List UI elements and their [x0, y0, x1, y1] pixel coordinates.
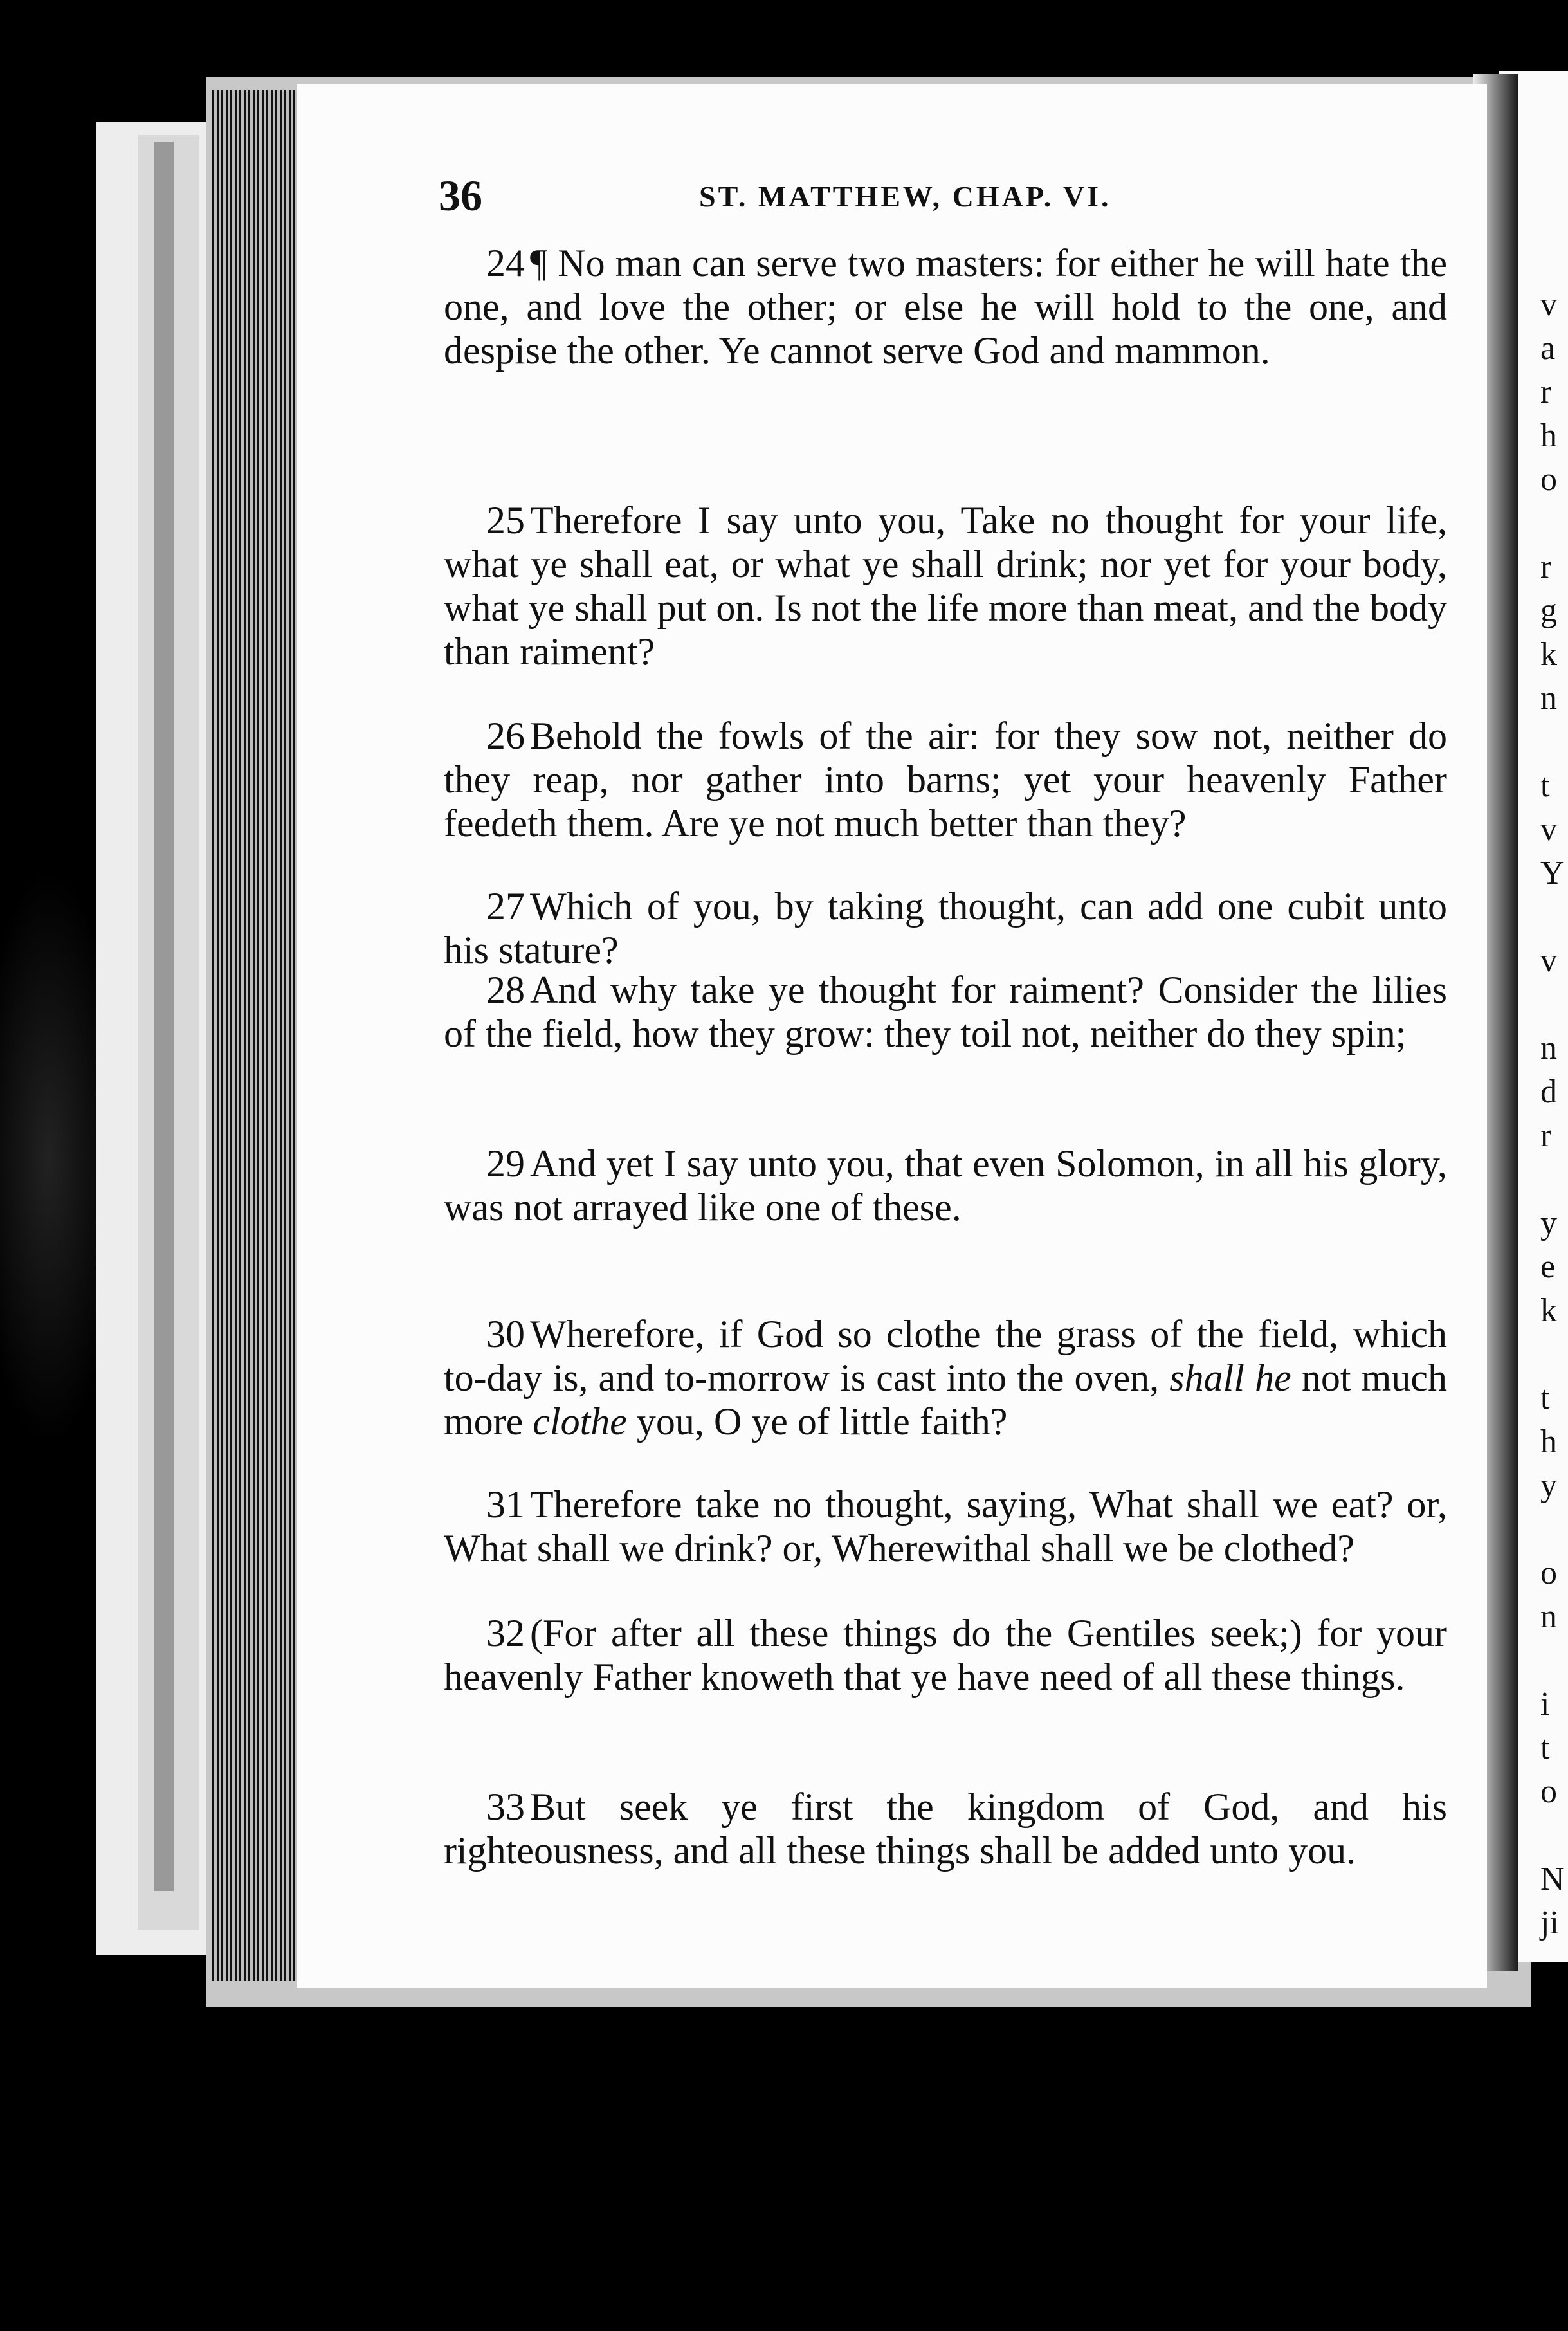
facing-page-letter: t	[1540, 1380, 1550, 1416]
verse-text: (For after all these things do the Gentiles seek;) for your heavenly Father knoweth that ye have need of all these things.	[444, 1612, 1447, 1698]
facing-page-letter: g	[1540, 592, 1557, 629]
facing-page-letter: y	[1540, 1467, 1557, 1504]
verse-italic-text: clothe	[533, 1400, 627, 1443]
facing-page-letter: y	[1540, 1205, 1557, 1241]
facing-page-letter: v	[1540, 286, 1557, 323]
facing-page-letter	[1540, 502, 1568, 545]
verse-28	[444, 968, 1447, 1056]
facing-page-letter: t	[1540, 1730, 1550, 1766]
facing-page-letter: v	[1540, 942, 1557, 979]
facing-page-letter: v	[1540, 811, 1557, 848]
verse-text: Wherefore, if God so clothe the grass of the field, which to-day is, and to-morrow is cast into the oven,	[444, 1313, 1447, 1399]
verse-text: ¶ No man can serve two masters: for either he will hate the one, and love the other; or else he will hold to the one, and despise the other. Ye cannot serve God and mammon.	[444, 242, 1447, 372]
verse-text: Therefore take no thought, saying, What shall we eat? or, What shall we drink? or, Wherewithal shall we be clothed?	[444, 1483, 1447, 1569]
page-fore-edges	[212, 90, 302, 1981]
verse-text: Therefore I say unto you, Take no thought for your life, what ye shall eat, or what ye shall drink; nor yet for your body, what ye shall put on. Is not the life more than meat, and the body than raiment?	[444, 499, 1447, 673]
facing-page-letter: r	[1540, 374, 1552, 410]
verse-25	[444, 498, 1447, 673]
facing-page-letter: k	[1540, 1292, 1557, 1329]
verse-27	[444, 884, 1447, 972]
facing-page-letter	[1540, 1508, 1568, 1551]
verse-number: 27	[486, 885, 525, 928]
running-head: ST. MATTHEW, CHAP. VI.	[699, 180, 1111, 213]
facing-page-letter: d	[1540, 1074, 1557, 1110]
verse-number: 31	[486, 1483, 525, 1526]
facing-page-letter	[1540, 1158, 1568, 1202]
facing-page-letter: k	[1540, 636, 1557, 673]
facing-page-letter: h	[1540, 417, 1557, 454]
verse-33	[444, 1785, 1447, 1872]
verse-text: And why take ye thought for raiment? Consider the lilies of the field, how they grow: they toil not, neither do they spin;	[444, 969, 1447, 1055]
facing-page-letter: n	[1540, 680, 1557, 717]
facing-page-letter	[1540, 1814, 1568, 1858]
facing-page-letter: o	[1540, 1773, 1557, 1810]
facing-page-letter	[1540, 983, 1568, 1027]
facing-page-letter	[1540, 1639, 1568, 1683]
verse-number: 30	[486, 1313, 525, 1355]
verse-italic-text: shall he	[1169, 1357, 1291, 1399]
facing-page-letter: h	[1540, 1423, 1557, 1460]
facing-page-letter: t	[1540, 767, 1550, 804]
facing-page-letter: i	[1540, 1686, 1550, 1723]
facing-page-letter: r	[1540, 1117, 1552, 1154]
verse-text: Which of you, by taking thought, can add one cubit unto his stature?	[444, 885, 1447, 971]
facing-page-letter	[1540, 720, 1568, 764]
facing-page-letter: r	[1540, 549, 1552, 585]
facing-page-letter: Y	[1540, 855, 1565, 891]
facing-page-letter: n	[1540, 1598, 1557, 1635]
page-number: 36	[439, 171, 482, 220]
verse-number: 33	[486, 1786, 525, 1828]
facing-page-letter: n	[1540, 1030, 1557, 1066]
facing-page-text	[1540, 283, 1568, 1945]
verse-number: 28	[486, 969, 525, 1011]
facing-page-letter: N	[1540, 1861, 1565, 1897]
verse-number: 24	[486, 242, 525, 284]
facing-page-letter: o	[1540, 1555, 1557, 1591]
facing-page-letter: ji	[1540, 1905, 1559, 1941]
verse-number: 29	[486, 1142, 525, 1185]
verse-number: 25	[486, 499, 525, 542]
verse-text: But seek ye first the kingdom of God, and his righteousness, and all these things shall be added unto you.	[444, 1786, 1447, 1872]
verse-24	[444, 241, 1447, 372]
verse-30	[444, 1312, 1447, 1443]
page-header	[439, 170, 1442, 222]
verse-text: Behold the fowls of the air: for they sow not, neither do they reap, nor gather into barns; yet your heavenly Father feedeth them. Are ye not much better than they?	[444, 715, 1447, 845]
verse-31	[444, 1483, 1447, 1570]
verse-text: And yet I say unto you, that even Solomon, in all his glory, was not arrayed like one of these.	[444, 1142, 1447, 1229]
facing-page-letter: e	[1540, 1248, 1556, 1285]
facing-page-letter	[1540, 1333, 1568, 1376]
verse-text: you, O ye of little faith?	[626, 1400, 1008, 1443]
verse-29	[444, 1142, 1447, 1229]
book-cover-edge-shadow	[154, 142, 174, 1891]
verse-text: not much more	[444, 1357, 1447, 1443]
facing-page-letter: o	[1540, 461, 1557, 498]
verse-number: 32	[486, 1612, 525, 1654]
facing-page-letter	[1540, 895, 1568, 939]
verse-number: 26	[486, 715, 525, 757]
verse-26	[444, 714, 1447, 845]
facing-page-letter: a	[1540, 330, 1556, 367]
verse-32	[444, 1611, 1447, 1699]
